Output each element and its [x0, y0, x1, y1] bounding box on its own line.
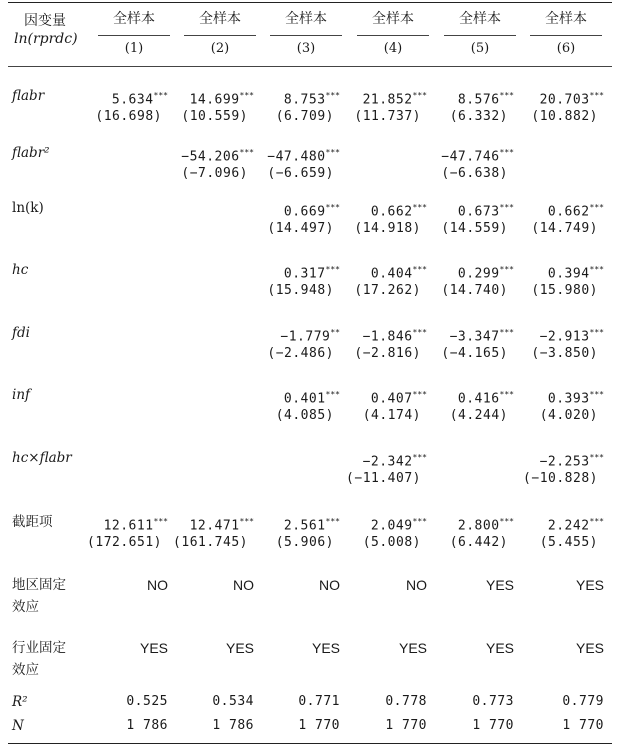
coef-value: 20.703 — [539, 92, 590, 108]
significance-stars: *** — [589, 203, 604, 212]
coef-value: 0.416 — [457, 391, 500, 407]
coef-value: 0.662 — [547, 204, 590, 220]
coef-value: 0.404 — [370, 266, 413, 282]
coef-value: −2.253 — [539, 454, 590, 470]
stat-value: 1 770 — [562, 718, 604, 733]
stat-value: 0.773 — [472, 694, 514, 709]
stat-value: 0.779 — [562, 694, 604, 709]
header-rule — [8, 66, 612, 67]
se-cell: (14.740) — [441, 283, 508, 298]
stat-label: N — [12, 718, 24, 734]
row-label — [12, 385, 30, 405]
row-label — [12, 198, 44, 218]
row-label — [12, 512, 53, 532]
se-cell: (161.745) — [173, 535, 248, 550]
coef-value: 0.673 — [457, 204, 500, 220]
fe-label-line1: 行业固定 — [12, 640, 66, 656]
significance-stars: *** — [412, 328, 427, 337]
significance-stars: *** — [412, 203, 427, 212]
se-cell: (172.651) — [87, 535, 162, 550]
fe-value: YES — [485, 640, 514, 656]
column-number: (2) — [210, 41, 230, 56]
fe-value: NO — [147, 577, 168, 593]
sample-label: 全样本 — [113, 11, 155, 27]
significance-stars: *** — [412, 453, 427, 462]
coef-value: 2.561 — [283, 518, 326, 534]
significance-stars: *** — [589, 517, 604, 526]
se-cell: (15.980) — [531, 283, 598, 298]
significance-stars: *** — [239, 91, 254, 100]
coef-value: −1.846 — [362, 329, 413, 345]
fe-label-line2: 效应 — [12, 662, 39, 678]
fe-value: YES — [311, 640, 340, 656]
se-cell: (5.455) — [539, 535, 598, 550]
column-number: (4) — [383, 41, 403, 56]
stat-value: 1 770 — [385, 718, 427, 733]
se-cell: (14.497) — [267, 221, 334, 236]
fe-value: YES — [225, 640, 254, 656]
coef-value: 12.471 — [189, 518, 240, 534]
column-number: (1) — [124, 41, 144, 56]
row-label-text: flabr — [12, 88, 45, 104]
se-cell: (−10.828) — [523, 471, 598, 486]
coef-value: 2.242 — [547, 518, 590, 534]
stat-value: 1 770 — [298, 718, 340, 733]
se-cell: (16.698) — [95, 109, 162, 124]
sample-label: 全样本 — [285, 11, 327, 27]
significance-stars: *** — [412, 390, 427, 399]
se-cell: (−3.850) — [531, 346, 598, 361]
fe-label-line2: 效应 — [12, 599, 39, 615]
coef-value: 0.393 — [547, 391, 590, 407]
significance-stars: *** — [589, 265, 604, 274]
significance-stars: *** — [499, 148, 514, 157]
significance-stars: *** — [589, 390, 604, 399]
coef-value: −47.746 — [441, 149, 500, 165]
row-label-text: hc×flabr — [12, 450, 72, 466]
significance-stars: *** — [325, 203, 340, 212]
coef-value: 0.407 — [370, 391, 413, 407]
significance-stars: *** — [499, 390, 514, 399]
column-underline — [184, 35, 256, 36]
row-label — [12, 323, 30, 343]
se-cell: (−6.659) — [267, 166, 334, 181]
coef-value: 14.699 — [189, 92, 240, 108]
significance-stars: *** — [499, 203, 514, 212]
se-cell: (6.332) — [449, 109, 508, 124]
se-cell: (−7.096) — [181, 166, 248, 181]
se-cell: (10.882) — [531, 109, 598, 124]
column-number: (5) — [470, 41, 490, 56]
column-number: (3) — [296, 41, 316, 56]
row-label-text: inf — [12, 387, 31, 403]
significance-stars: *** — [499, 517, 514, 526]
fe-value: NO — [233, 577, 254, 593]
top-rule — [8, 2, 612, 3]
significance-stars: *** — [239, 517, 254, 526]
se-cell: (14.559) — [441, 221, 508, 236]
row-label-text: hc — [12, 262, 29, 278]
significance-stars: *** — [589, 328, 604, 337]
sample-label: 全样本 — [545, 11, 587, 27]
significance-stars: *** — [499, 328, 514, 337]
coef-value: 5.634 — [111, 92, 154, 108]
coef-value: 0.401 — [283, 391, 326, 407]
se-cell: (11.737) — [354, 109, 421, 124]
coef-value: −3.347 — [449, 329, 500, 345]
coef-value: 0.662 — [370, 204, 413, 220]
significance-stars: *** — [499, 265, 514, 274]
fe-value: YES — [398, 640, 427, 656]
row-label-text: fdi — [12, 325, 30, 341]
coef-value: 0.394 — [547, 266, 590, 282]
se-cell: (15.948) — [267, 283, 334, 298]
fe-value: NO — [406, 577, 427, 593]
coef-value: 2.049 — [370, 518, 413, 534]
coef-value: 8.753 — [283, 92, 326, 108]
stat-value: 0.534 — [212, 694, 254, 709]
row-label — [12, 448, 72, 468]
fe-label-line1: 地区固定 — [12, 577, 66, 593]
significance-stars: *** — [412, 517, 427, 526]
se-cell: (−2.486) — [267, 346, 334, 361]
row-label — [12, 86, 44, 106]
dep-var-line1: 因变量 — [24, 13, 66, 29]
significance-stars: *** — [589, 453, 604, 462]
se-cell: (10.559) — [181, 109, 248, 124]
coef-value: −54.206 — [181, 149, 240, 165]
row-label-text: flabr² — [12, 145, 50, 161]
dep-var-line2: ln(rprdc) — [14, 31, 78, 47]
coef-value: 0.669 — [283, 204, 326, 220]
se-cell: (−11.407) — [346, 471, 421, 486]
se-cell: (6.709) — [275, 109, 334, 124]
significance-stars: *** — [589, 91, 604, 100]
significance-stars: ** — [330, 328, 340, 337]
significance-stars: *** — [499, 91, 514, 100]
se-cell: (−4.165) — [441, 346, 508, 361]
se-cell: (6.442) — [449, 535, 508, 550]
fe-value: YES — [575, 577, 604, 593]
significance-stars: *** — [412, 91, 427, 100]
row-label — [12, 260, 28, 280]
coef-value: 12.611 — [103, 518, 154, 534]
coef-value: −2.913 — [539, 329, 590, 345]
sample-label: 全样本 — [372, 11, 414, 27]
se-cell: (5.906) — [275, 535, 334, 550]
stat-value: 0.778 — [385, 694, 427, 709]
significance-stars: *** — [325, 148, 340, 157]
se-cell: (4.020) — [539, 408, 598, 423]
fe-value: YES — [575, 640, 604, 656]
stat-value: 0.525 — [126, 694, 168, 709]
se-cell: (5.008) — [362, 535, 421, 550]
coef-value: 0.299 — [457, 266, 500, 282]
stat-value: 1 770 — [472, 718, 514, 733]
se-cell: (14.918) — [354, 221, 421, 236]
significance-stars: *** — [153, 91, 168, 100]
coef-value: 21.852 — [362, 92, 413, 108]
row-label-text: ln(k) — [12, 200, 44, 216]
significance-stars: *** — [325, 91, 340, 100]
se-cell: (14.749) — [531, 221, 598, 236]
significance-stars: *** — [325, 390, 340, 399]
significance-stars: *** — [239, 148, 254, 157]
significance-stars: *** — [153, 517, 168, 526]
coef-value: 0.317 — [283, 266, 326, 282]
stat-value: 0.771 — [298, 694, 340, 709]
stat-value: 1 786 — [212, 718, 254, 733]
dep-var-label — [14, 12, 84, 48]
coef-value: −47.480 — [267, 149, 326, 165]
coef-value: −1.779 — [280, 329, 331, 345]
coef-value: 2.800 — [457, 518, 500, 534]
stat-value: 1 786 — [126, 718, 168, 733]
se-cell: (−6.638) — [441, 166, 508, 181]
column-underline — [98, 35, 170, 36]
se-cell: (17.262) — [354, 283, 421, 298]
row-label-text: 截距项 — [12, 514, 53, 530]
stat-label: R² — [12, 694, 28, 710]
column-underline — [444, 35, 516, 36]
column-underline — [270, 35, 342, 36]
significance-stars: *** — [412, 265, 427, 274]
se-cell: (4.174) — [362, 408, 421, 423]
column-underline — [357, 35, 429, 36]
fe-value: YES — [485, 577, 514, 593]
significance-stars: *** — [325, 517, 340, 526]
significance-stars: *** — [325, 265, 340, 274]
column-underline — [530, 35, 602, 36]
sample-label: 全样本 — [199, 11, 241, 27]
fe-value: YES — [139, 640, 168, 656]
se-cell: (−2.816) — [354, 346, 421, 361]
se-cell: (4.244) — [449, 408, 508, 423]
coef-value: 8.576 — [457, 92, 500, 108]
row-label — [12, 143, 50, 163]
sample-label: 全样本 — [459, 11, 501, 27]
column-number: (6) — [556, 41, 576, 56]
fe-value: NO — [319, 577, 340, 593]
bottom-rule — [8, 743, 612, 744]
coef-value: −2.342 — [362, 454, 413, 470]
se-cell: (4.085) — [275, 408, 334, 423]
